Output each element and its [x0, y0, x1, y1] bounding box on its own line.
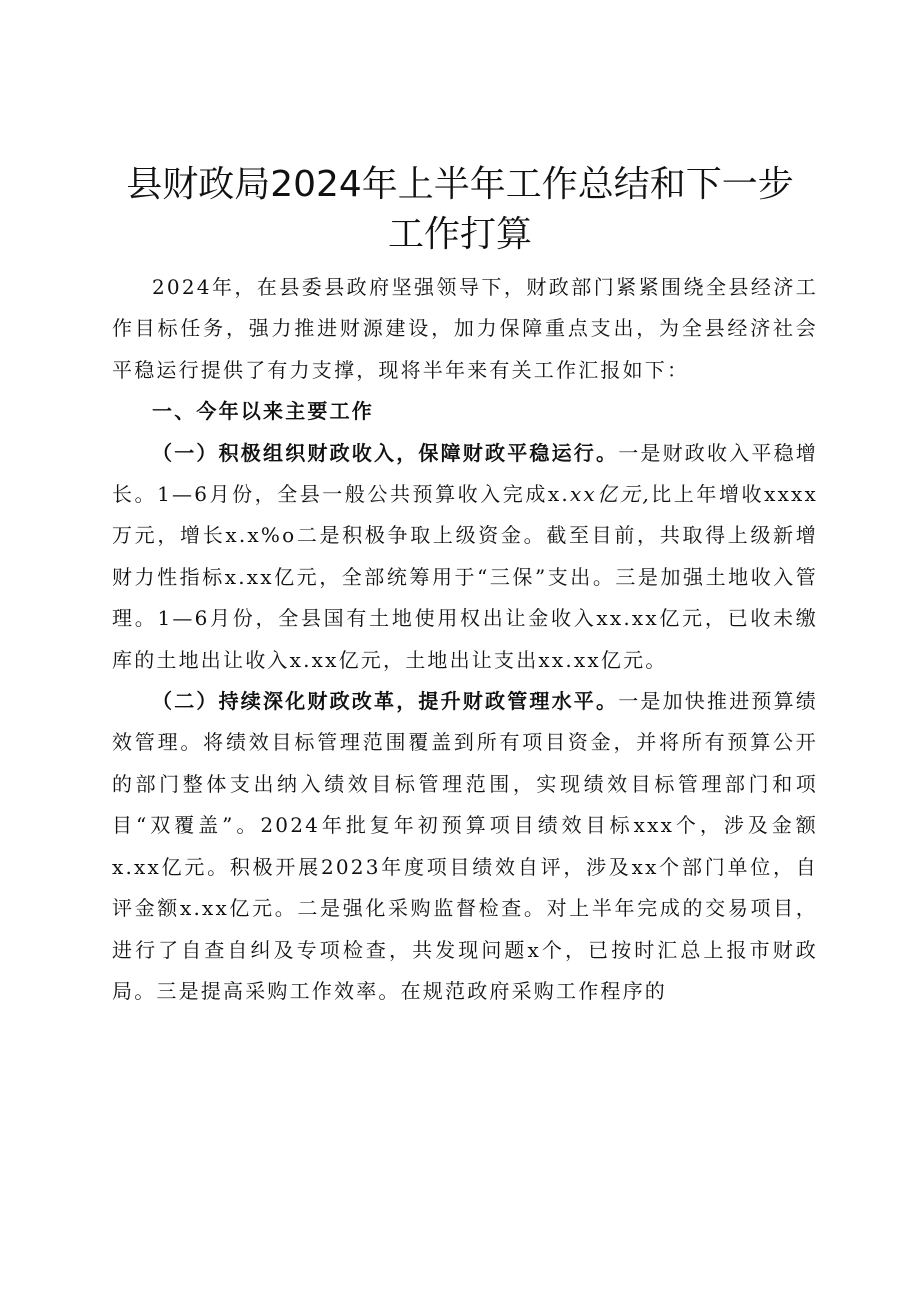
- item-2-heading: （二）持续深化财政改革，提升财政管理水平。: [152, 689, 619, 714]
- paragraph-item-2: [112, 681, 818, 1012]
- document-title: 县财政局2024年上半年工作总结和下一步工作打算: [126, 164, 794, 255]
- item-1-text-italic: xx亿元,: [569, 482, 651, 507]
- document-body: [112, 267, 818, 1012]
- item-2-text: 一是加快推进预算绩效管理。将绩效目标管理范围覆盖到所有项目资金，并将所有预算公开的部门整体支出纳入绩效目标管理范围，实现绩效目标管理部门和项目“双覆盖”。2024年批复年初预算项目绩效目标xxx个，涉及金额x.xx亿元。积极开展2023年度项目绩效自评，涉及xx个部门单位，自评金额x.xx亿元。二是强化采购监督检查。对上半年完成的交易项目，进行了自查自纠及专项检查，共发现问题x个，已按时汇总上报市财政局。三是提高采购工作效率。在规范政府采购工作程序的: [112, 689, 819, 1003]
- item-1-heading: （一）积极组织财政收入，保障财政平稳运行。: [152, 440, 619, 465]
- paragraph-item-1: [112, 433, 818, 681]
- section-heading: 一、今年以来主要工作: [152, 399, 374, 424]
- intro-paragraph: 2024年，在县委县政府坚强领导下，财政部门紧紧围绕全县经济工作目标任务，强力推进财源建设，加力保障重点支出，为全县经济社会平稳运行提供了有力支撑，现将半年来有关工作汇报如下：: [112, 275, 818, 382]
- item-1-text-b: 比上年增收xxxx万元，增长x.x%o二是积极争取上级资金。截至目前，共取得上级新增财力性指标x.xx亿元，全部统筹用于“三保”支出。三是加强土地收入管理。1—6月份，全县国有土地使用权出让金收入xx.xx亿元，已收未缴库的土地出让收入x.xx亿元，土地出让支出xx.xx亿元。: [112, 482, 819, 672]
- item-1-text-a: 一是财政收入平稳增长。1—6月份，全县一般公共预算收入完成x.: [112, 440, 819, 507]
